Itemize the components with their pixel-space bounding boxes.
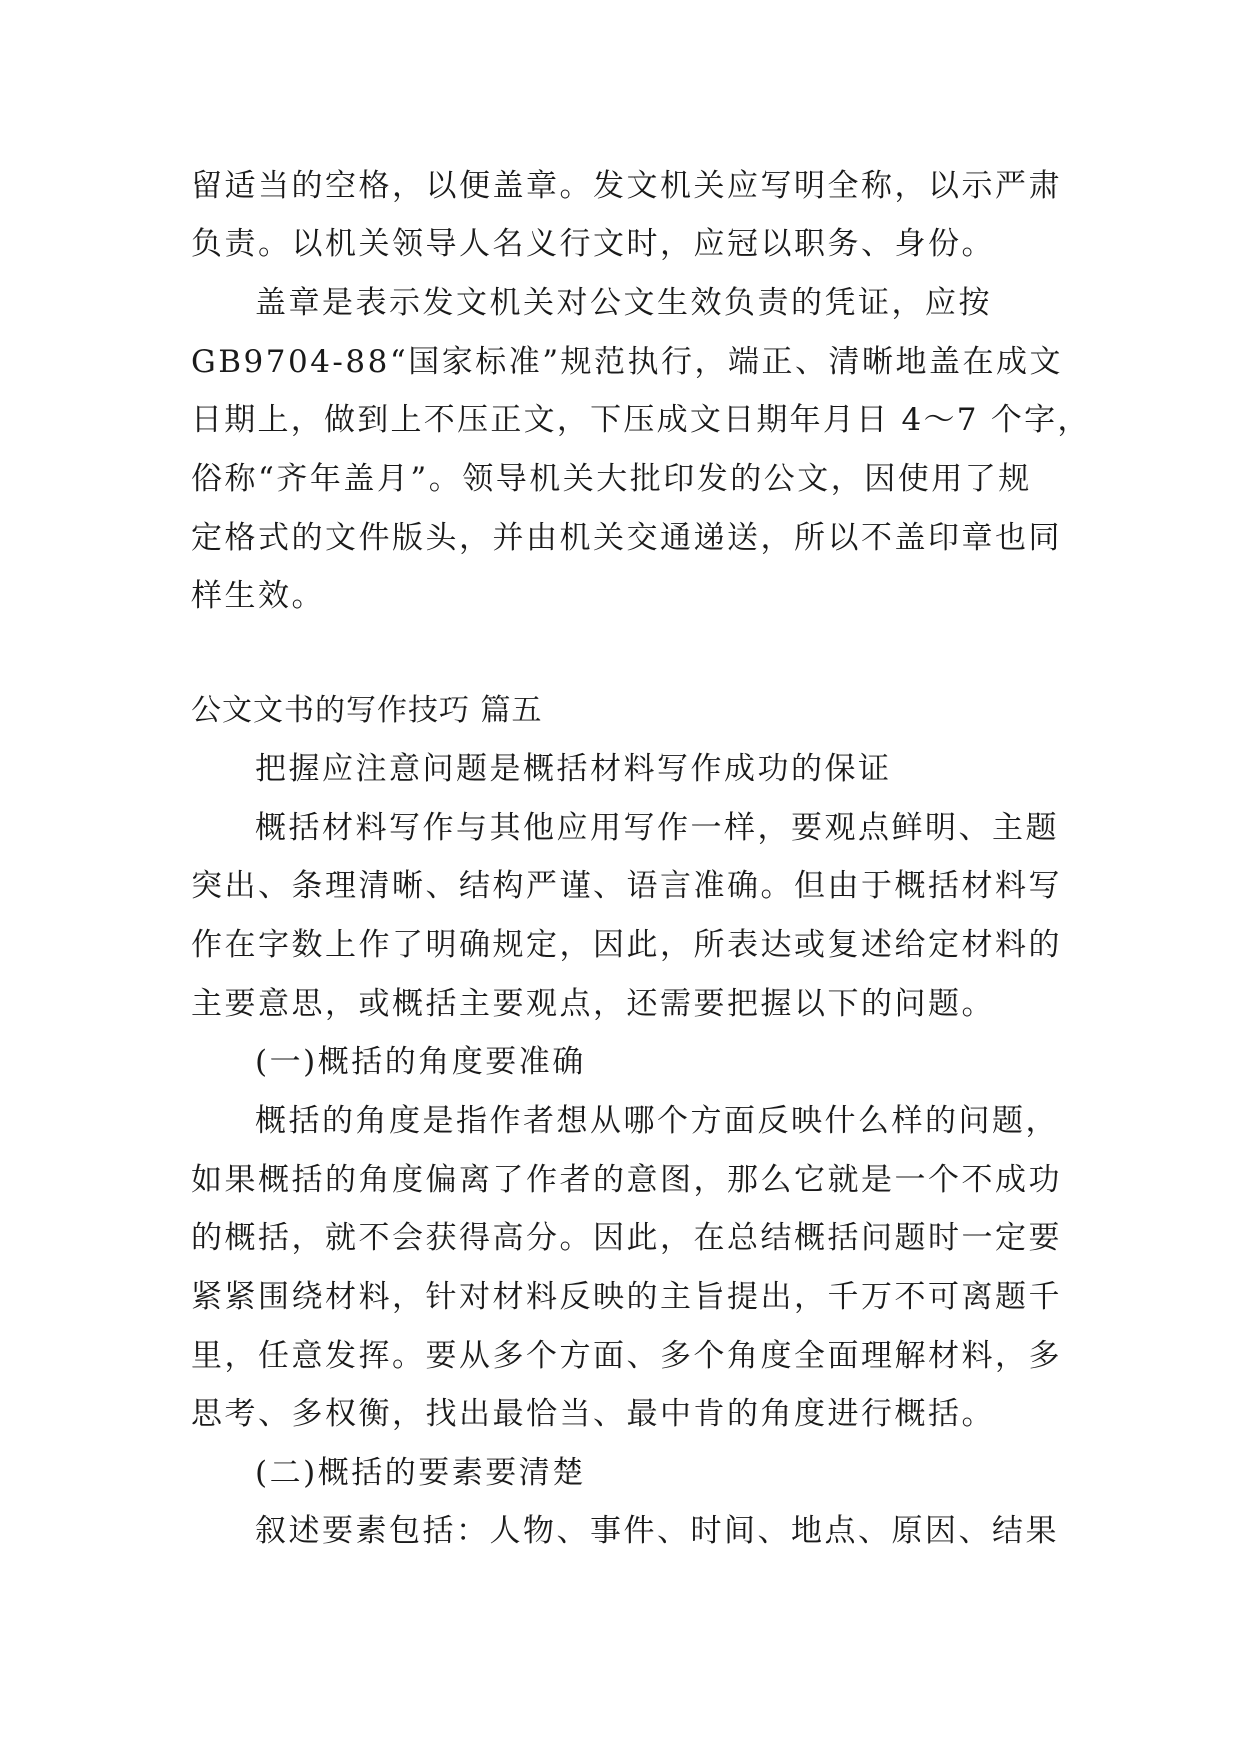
- text-line: 思考、多权衡，找出最恰当、最中肯的角度进行概括。: [191, 1396, 995, 1432]
- text-line: 作在字数上作了明确规定，因此，所表达或复述给定材料的: [191, 927, 1062, 963]
- text-line: 定格式的文件版头，并由机关交通递送，所以不盖印章也同: [191, 520, 1062, 556]
- text-line: 紧紧围绕材料，针对材料反映的主旨提出，千万不可离题千: [191, 1279, 1062, 1315]
- text-line: 概括的角度是指作者想从哪个方面反映什么样的问题，: [255, 1103, 1059, 1139]
- subheading: (二)概括的要素要清楚: [255, 1455, 586, 1491]
- subheading: 把握应注意问题是概括材料写作成功的保证: [255, 751, 892, 787]
- text-line: 概括材料写作与其他应用写作一样，要观点鲜明、主题: [255, 810, 1059, 846]
- text-line: 日期上，做到上不压正文，下压成文日期年月日 4～7 个字，: [191, 402, 1091, 438]
- text-line: 留适当的空格，以便盖章。发文机关应写明全称，以示严肃: [191, 168, 1062, 204]
- text-line: 叙述要素包括：人物、事件、时间、地点、原因、结果: [255, 1513, 1059, 1549]
- text-line: 负责。以机关领导人名义行文时，应冠以职务、身份。: [191, 226, 995, 262]
- text-line: 里，任意发挥。要从多个方面、多个角度全面理解材料，多: [191, 1338, 1062, 1374]
- section-heading: 公文文书的写作技巧 篇五: [191, 693, 543, 728]
- text-line: GB9704-88“国家标准”规范执行，端正、清晰地盖在成文: [191, 344, 1064, 380]
- text-line: 盖章是表示发文机关对公文生效负责的凭证，应按: [255, 285, 992, 321]
- text-line: 突出、条理清晰、结构严谨、语言准确。但由于概括材料写: [191, 868, 1062, 904]
- text-line: 样生效。: [191, 578, 325, 614]
- text-line: 的概括，就不会获得高分。因此，在总结概括问题时一定要: [191, 1220, 1062, 1256]
- text-line: 如果概括的角度偏离了作者的意图，那么它就是一个不成功: [191, 1162, 1062, 1198]
- text-line: 俗称“齐年盖月”。领导机关大批印发的公文，因使用了规: [191, 461, 1032, 497]
- text-line: 主要意思，或概括主要观点，还需要把握以下的问题。: [191, 986, 995, 1022]
- subheading: (一)概括的角度要准确: [255, 1044, 586, 1080]
